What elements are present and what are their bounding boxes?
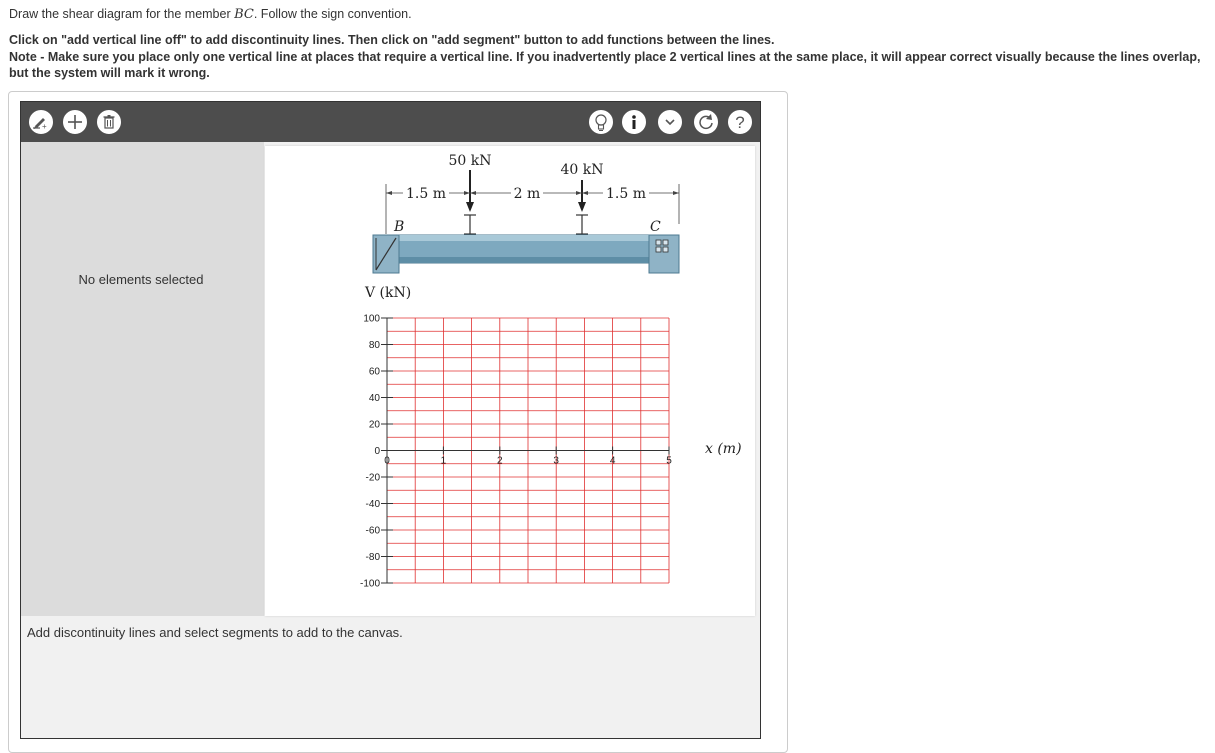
add-segment-icon[interactable]: [63, 110, 87, 134]
x-tick-label: 1: [440, 455, 447, 467]
end-c-label: C: [650, 219, 661, 235]
hint-bulb-icon[interactable]: [589, 110, 613, 134]
end-b-label: B: [394, 219, 405, 235]
properties-panel: [21, 142, 264, 616]
x-tick-label: 2: [497, 455, 503, 467]
hint-text: Add discontinuity lines and select segments to add to the canvas.: [27, 625, 403, 640]
y-tick-label: -100: [359, 578, 380, 590]
member-name: BC: [234, 7, 254, 22]
stiffener-1: [464, 215, 476, 234]
y-tick-label: 80: [368, 340, 380, 351]
x-tick-label: 5: [666, 455, 672, 467]
y-tick-label: 20: [368, 419, 380, 431]
dim-3-label: 1.5 m: [606, 186, 646, 202]
beam-bottom-flange: [375, 257, 677, 263]
delete-icon[interactable]: [97, 110, 121, 134]
stiffener-2: [576, 215, 588, 234]
y-tick-label: 60: [368, 366, 380, 378]
question-line-1: [9, 7, 412, 22]
y-tick-label: 100: [363, 313, 380, 325]
drawing-widget: [20, 101, 761, 739]
x-tick-label: 3: [553, 455, 559, 467]
y-tick-label: -20: [365, 472, 380, 484]
shear-axes: [360, 314, 672, 590]
load-2-arrowhead: [578, 202, 586, 212]
instruction-line: Click on "add vertical line off" to add discontinuity lines. Then click on "add segment" button to add functions between the lines.: [9, 33, 775, 47]
beam-top-flange: [375, 235, 677, 241]
chevron-down-icon[interactable]: [658, 110, 682, 134]
x-tick-label: 0: [384, 455, 390, 467]
load-1-label: 50 kN: [448, 153, 492, 169]
load-2-label: 40 kN: [560, 162, 604, 178]
x-axis-label: x (m): [705, 441, 742, 457]
question-prefix: Draw the shear diagram for the member: [9, 7, 231, 21]
drawing-canvas[interactable]: [265, 146, 755, 616]
dim-1-label: 1.5 m: [406, 186, 446, 202]
load-1-arrowhead: [466, 202, 474, 212]
y-tick-label: 40: [368, 393, 380, 404]
redo-icon[interactable]: [694, 110, 718, 134]
note-line: Note - Make sure you place only one vertical line at places that require a vertical line. If you inadvertently place 2 vertical lines at the same place, it will appear correct visually because the lines overlap, but the system will mark it wrong.: [9, 50, 1201, 80]
y-tick-label: 0: [374, 446, 380, 457]
x-tick-label: 4: [609, 455, 616, 467]
svg-text:+: +: [42, 122, 47, 131]
help-icon[interactable]: [728, 110, 752, 134]
y-tick-label: -40: [365, 499, 380, 510]
y-tick-label: -80: [365, 552, 380, 563]
selection-status: No elements selected: [78, 272, 204, 287]
beam-and-shear-figure: [265, 146, 755, 616]
toolbar: [21, 102, 760, 142]
info-icon[interactable]: [622, 110, 646, 134]
add-vertical-line-icon[interactable]: [29, 110, 53, 134]
y-axis-label: V (kN): [365, 285, 412, 301]
question-suffix: . Follow the sign convention.: [253, 7, 412, 21]
svg-text:?: ?: [735, 113, 745, 132]
y-tick-label: -60: [365, 525, 380, 537]
dim-2-label: 2 m: [513, 186, 541, 202]
